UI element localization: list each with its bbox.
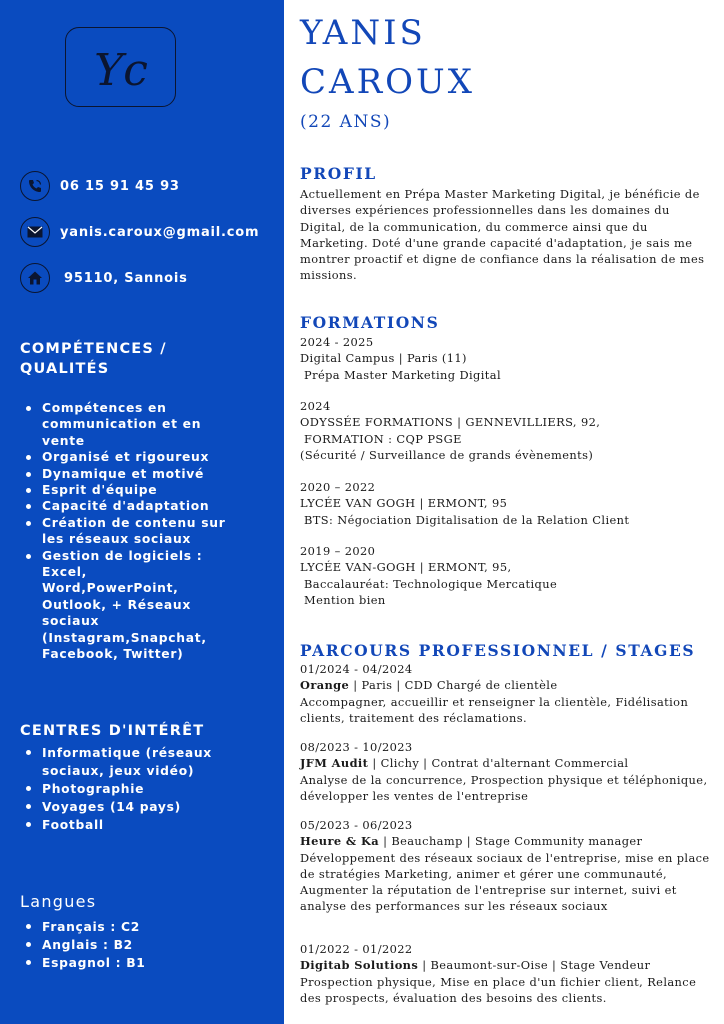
experience-title: PARCOURS PROFESSIONNEL / STAGES — [300, 641, 696, 660]
formation-date: 2024 - 2025 — [300, 335, 374, 349]
formation-entry — [300, 479, 716, 528]
age-label: (22 ANS) — [300, 112, 392, 132]
skills-heading-line-1: COMPÉTENCES / — [20, 341, 167, 357]
experience-details: | Clichy | Contrat d'alternant Commercial — [368, 756, 629, 771]
email-address: yanis.caroux@gmail.com — [60, 224, 260, 240]
company-name: Heure & Ka — [300, 834, 380, 849]
experience-description: Analyse de la concurrence, Prospection physique et téléphonique, développer les ventes de l'entreprise — [300, 772, 712, 803]
formation-entry — [300, 334, 716, 383]
list-item: Compétences en communication et en vente — [26, 400, 248, 449]
experience-description: Développement des réseaux sociaux de l'entreprise, mise en place de stratégies Marketing, animer et gérer une communauté, Augmenter la réputation de l'entreprise sur internet, suivi et analyse des performances sur les réseaux sociaux — [300, 850, 714, 914]
formation-degree: Prépa Master Marketing Digital — [300, 367, 502, 382]
list-item: Français : C2 — [26, 918, 248, 936]
skills-list — [26, 400, 248, 663]
list-item: Création de contenu sur les réseaux sociaux — [26, 515, 248, 548]
profile-text: Actuellement en Prépa Master Marketing Digital, je bénéficie de diverses expériences professionnelles dans les domaines du Digital, de la communication, du commerce ainsi que du Marketing. Doté d'une grande capacité d'adaptation, je sais me montrer proactif et digne de confiance dans la réalisation de mes missions. — [300, 187, 705, 283]
experience-description: Accompagner, accueillir et renseigner la clientèle, Fidélisation clients, traitement des réclamations. — [300, 694, 693, 725]
formation-note: (Sécurité / Surveillance de grands évènements) — [300, 447, 594, 462]
experience-description: Prospection physique, Mise en place d'un fichier client, Relance des prospects, évaluation des besoins des clients. — [300, 974, 701, 1005]
experience-entry — [300, 817, 716, 915]
formation-note: Mention bien — [300, 592, 386, 607]
experience-details: | Beauchamp | Stage Community manager — [379, 834, 643, 849]
interests-list — [26, 744, 241, 834]
contact-address — [20, 263, 188, 293]
formation-date: 2019 – 2020 — [300, 544, 376, 558]
experience-date: 01/2022 - 01/2022 — [300, 942, 413, 956]
formation-degree: BTS: Négociation Digitalisation de la Relation Client — [300, 512, 630, 527]
languages-list — [26, 918, 248, 972]
formation-school: LYCÉE VAN-GOGH | ERMONT, 95, — [300, 560, 512, 575]
formation-date: 2024 — [300, 399, 331, 413]
experience-date: 08/2023 - 10/2023 — [300, 740, 413, 754]
phone-icon — [20, 171, 50, 201]
logo-text: Yc — [94, 45, 148, 96]
address-text: 95110, Sannois — [64, 270, 188, 286]
phone-number: 06 15 91 45 93 — [60, 178, 180, 194]
list-item: Capacité d'adaptation — [26, 498, 248, 514]
list-item: Esprit d'équipe — [26, 482, 248, 498]
company-name: Digitab Solutions — [300, 958, 419, 973]
formation-degree: FORMATION : CQP PSGE — [300, 431, 462, 446]
monogram-logo — [65, 27, 176, 107]
formations-title: FORMATIONS — [300, 313, 440, 332]
formation-entry — [300, 398, 716, 463]
email-icon — [20, 217, 50, 247]
experience-date: 01/2024 - 04/2024 — [300, 662, 413, 676]
list-item: Photographie — [26, 780, 241, 798]
formation-school: Digital Campus | Paris (11) — [300, 351, 467, 366]
company-name: JFM Audit — [300, 756, 369, 771]
languages-heading: Langues — [20, 892, 97, 911]
list-item: Informatique (réseaux sociaux, jeux vidéo) — [26, 744, 241, 780]
contact-email[interactable] — [20, 217, 259, 247]
list-item: Organisé et rigoureux — [26, 449, 248, 465]
list-item: Espagnol : B1 — [26, 954, 248, 972]
interests-heading: CENTRES D'INTÉRÊT — [20, 723, 205, 739]
list-item: Voyages (14 pays) — [26, 798, 241, 816]
formation-date: 2020 – 2022 — [300, 480, 376, 494]
formation-entry — [300, 543, 716, 608]
skills-heading-line-2: QUALITÉS — [20, 361, 110, 377]
monogram-icon — [66, 28, 177, 108]
experience-header — [300, 957, 716, 973]
contact-phone[interactable] — [20, 171, 180, 201]
first-name: YANIS — [300, 13, 426, 53]
list-item: Football — [26, 816, 241, 834]
formation-degree: Baccalauréat: Technologique Mercatique — [300, 576, 558, 591]
sidebar — [0, 0, 284, 1024]
list-item: Dynamique et motivé — [26, 466, 248, 482]
last-name: CAROUX — [300, 62, 475, 102]
experience-details: | Beaumont-sur-Oise | Stage Vendeur — [418, 958, 651, 973]
formation-school: ODYSSÉE FORMATIONS | GENNEVILLIERS, 92, — [300, 415, 601, 430]
list-item: Gestion de logiciels : Excel, Word,PowerPoint, Outlook, + Réseaux sociaux (Instagram,Snapchat, Facebook, Twitter) — [26, 548, 216, 663]
experience-entry — [300, 739, 716, 804]
experience-header — [300, 833, 716, 849]
experience-entry — [300, 661, 716, 726]
skills-heading — [20, 339, 167, 379]
experience-entry — [300, 941, 716, 1006]
company-name: Orange — [300, 678, 350, 693]
experience-header — [300, 677, 716, 693]
experience-details: | Paris | CDD Chargé de clientèle — [349, 678, 558, 693]
formation-school: LYCÉE VAN GOGH | ERMONT, 95 — [300, 496, 508, 511]
experience-header — [300, 755, 716, 771]
profile-title: PROFIL — [300, 164, 377, 183]
experience-date: 05/2023 - 06/2023 — [300, 818, 413, 832]
home-icon — [20, 263, 50, 293]
list-item: Anglais : B2 — [26, 936, 248, 954]
